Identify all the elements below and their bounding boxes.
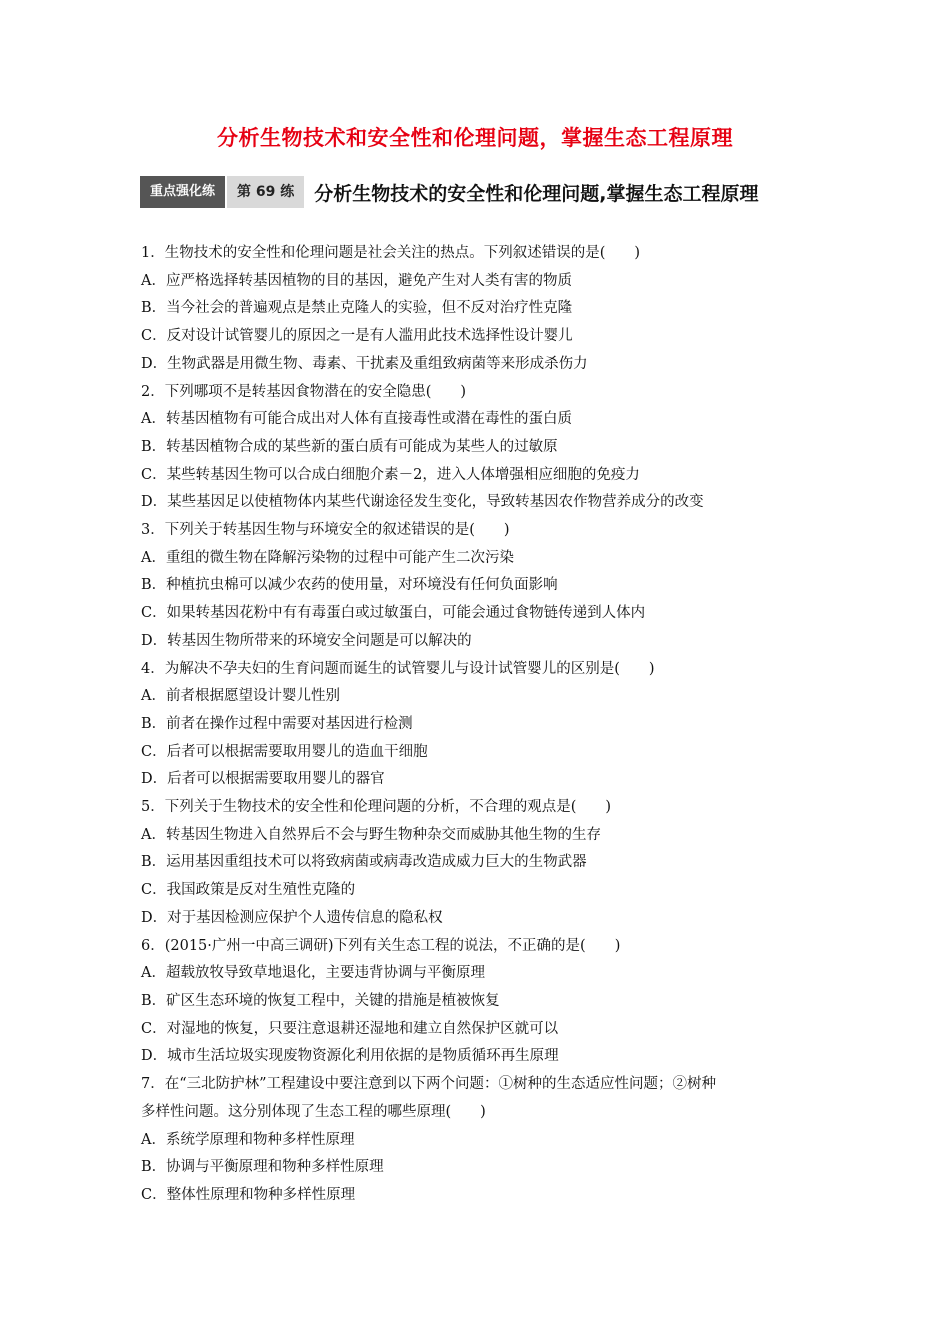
question-4-stem: 4．为解决不孕夫妇的生育问题而诞生的试管婴儿与设计试管婴儿的区别是( ) bbox=[141, 660, 655, 677]
question-5-option-b: B．运用基因重组技术可以将致病菌或病毒改造成威力巨大的生物武器 bbox=[141, 854, 587, 871]
question-6-stem: 6．(2015·广州一中高三调研)下列有关生态工程的说法，不正确的是( ) bbox=[141, 937, 621, 954]
question-6-option-b: B．矿区生态环境的恢复工程中，关键的措施是植被恢复 bbox=[141, 992, 500, 1009]
question-3-option-b: B．种植抗虫棉可以减少农药的使用量，对环境没有任何负面影响 bbox=[141, 577, 558, 594]
question-6-option-c: C．对湿地的恢复，只要注意退耕还湿地和建立自然保护区就可以 bbox=[141, 1020, 559, 1037]
question-1-stem: 1．生物技术的安全性和伦理问题是社会关注的热点。下列叙述错误的是( ) bbox=[141, 245, 641, 261]
question-7-option-b: B．协调与平衡原理和物种多样性原理 bbox=[141, 1159, 384, 1176]
question-3-option-d: D．转基因生物所带来的环境安全问题是可以解决的 bbox=[141, 632, 472, 649]
banner-tag-category: 重点强化练 bbox=[140, 176, 225, 208]
question-7-option-c: C．整体性原理和物种多样性原理 bbox=[141, 1186, 356, 1203]
main-title: 分析生物技术和安全性和伦理问题，掌握生态工程原理 bbox=[217, 126, 733, 150]
question-4-option-b: B．前者在操作过程中需要对基因进行检测 bbox=[141, 715, 413, 732]
question-7-option-a: A．系统学原理和物种多样性原理 bbox=[141, 1131, 355, 1148]
question-1-option-c: C．反对设计试管婴儿的原因之一是有人滥用此技术选择性设计婴儿 bbox=[141, 328, 573, 345]
question-3-option-a: A．重组的微生物在降解污染物的过程中可能产生二次污染 bbox=[141, 549, 514, 566]
question-5-option-c: C．我国政策是反对生殖性克隆的 bbox=[141, 882, 356, 899]
question-2-option-b: B．转基因植物合成的某些新的蛋白质有可能成为某些人的过敏原 bbox=[141, 438, 558, 455]
question-list bbox=[141, 240, 813, 1210]
banner-tag-number: 第 69 练 bbox=[225, 176, 304, 208]
question-2-option-a: A．转基因植物有可能合成出对人体有直接毒性或潜在毒性的蛋白质 bbox=[141, 411, 572, 428]
section-banner bbox=[140, 176, 758, 208]
question-1-option-b: B．当今社会的普遍观点是禁止克隆人的实验，但不反对治疗性克隆 bbox=[141, 300, 573, 317]
question-4-option-a: A．前者根据愿望设计婴儿性别 bbox=[141, 688, 340, 705]
question-5-stem: 5．下列关于生物技术的安全性和伦理问题的分析，不合理的观点是( ) bbox=[141, 799, 612, 816]
question-4-option-d: D．后者可以根据需要取用婴儿的器官 bbox=[141, 771, 385, 788]
question-2-option-d: D．某些基因足以使植物体内某些代谢途径发生变化，导致转基因农作物营养成分的改变 bbox=[141, 494, 704, 511]
question-1-option-a: A．应严格选择转基因植物的目的基因，避免产生对人类有害的物质 bbox=[141, 272, 572, 289]
question-3-stem: 3．下列关于转基因生物与环境安全的叙述错误的是( ) bbox=[141, 522, 510, 539]
question-3-option-c: C．如果转基因花粉中有有毒蛋白或过敏蛋白，可能会通过食物链传递到人体内 bbox=[141, 605, 646, 622]
question-4-option-c: C．后者可以根据需要取用婴儿的造血干细胞 bbox=[141, 743, 428, 760]
question-5-option-a: A．转基因生物进入自然界后不会与野生物种杂交而威胁其他生物的生存 bbox=[141, 826, 601, 843]
question-1-option-d: D．生物武器是用微生物、毒素、干扰素及重组致病菌等来形成杀伤力 bbox=[141, 355, 588, 372]
question-2-option-c: C．某些转基因生物可以合成白细胞介素－2，进入人体增强相应细胞的免疫力 bbox=[141, 466, 640, 483]
question-5-option-d: D．对于基因检测应保护个人遗传信息的隐私权 bbox=[141, 909, 443, 926]
banner-title: 分析生物技术的安全性和伦理问题,掌握生态工程原理 bbox=[314, 182, 759, 205]
question-6-option-d: D．城市生活垃圾实现废物资源化利用依据的是物质循环再生原理 bbox=[141, 1048, 559, 1065]
question-7-stem: 7．在“三北防护林”工程建设中要注意到以下两个问题：①树种的生态适应性问题；②树种 bbox=[141, 1076, 717, 1093]
question-7-stem-continued: 多样性问题。这分别体现了生态工程的哪些原理( ) bbox=[141, 1103, 486, 1120]
question-6-option-a: A．超载放牧导致草地退化，主要违背协调与平衡原理 bbox=[141, 965, 485, 982]
question-2-stem: 2．下列哪项不是转基因食物潜在的安全隐患( ) bbox=[141, 383, 467, 400]
